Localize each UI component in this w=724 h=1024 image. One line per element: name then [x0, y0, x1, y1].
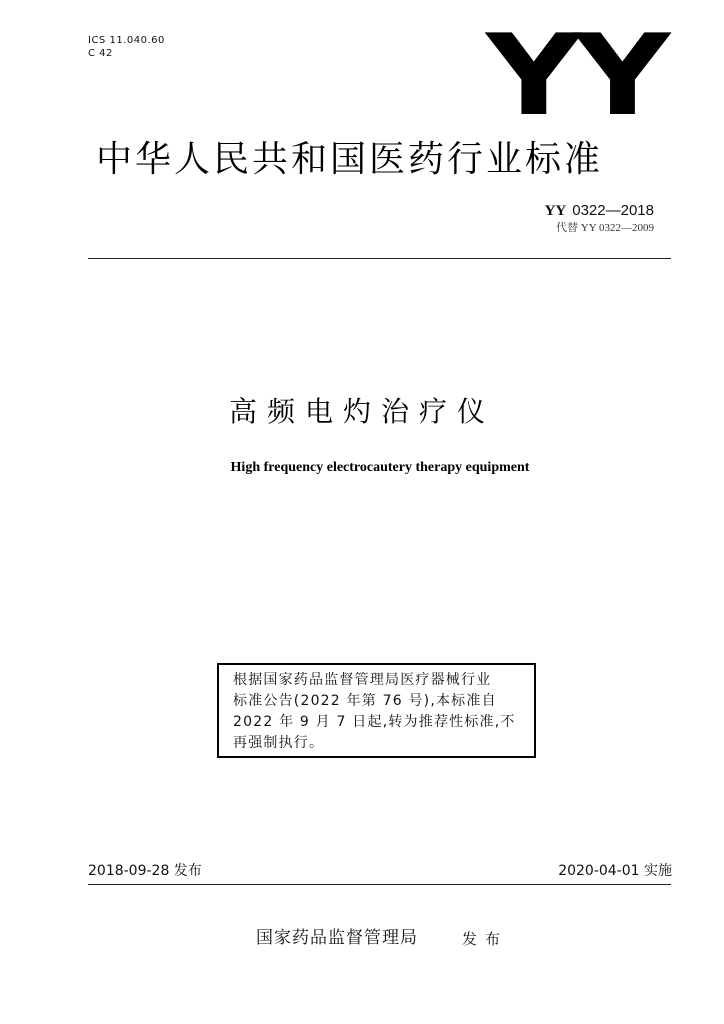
notice-line: 标准公告(2022 年第 76 号),本标准自: [233, 693, 497, 709]
replaces-standard: 代替 YY 0322—2009: [556, 222, 654, 234]
notice-box: [217, 663, 536, 758]
notice-line: 根据国家药品监督管理局医疗器械行业: [233, 672, 492, 688]
notice-line: 2022 年 9 月 7 日起,转为推荐性标准,不: [233, 714, 516, 730]
standard-mark-logo: YY: [486, 11, 664, 141]
document-title-english: High frequency electrocautery therapy equipment: [230, 460, 530, 475]
standard-number-prefix: YY: [544, 203, 567, 219]
ccs-code: C 42: [88, 48, 113, 59]
issuing-authority: 国家药品监督管理局: [256, 928, 418, 948]
bottom-divider: [88, 884, 671, 885]
standard-number: [545, 202, 654, 220]
publish-date: 2018-09-28 发布: [88, 863, 202, 879]
notice-line: 再强制执行。: [233, 735, 325, 751]
ics-code: ICS 11.040.60: [88, 35, 165, 46]
top-divider: [88, 258, 671, 259]
issue-label: 发布: [462, 930, 509, 948]
implement-date: 2020-04-01 实施: [558, 863, 672, 879]
document-title-chinese: 高频电灼治疗仪: [228, 395, 495, 428]
standard-number-value: 0322—2018: [572, 202, 654, 219]
standard-category-title: 中华人民共和国医药行业标准: [96, 139, 604, 180]
